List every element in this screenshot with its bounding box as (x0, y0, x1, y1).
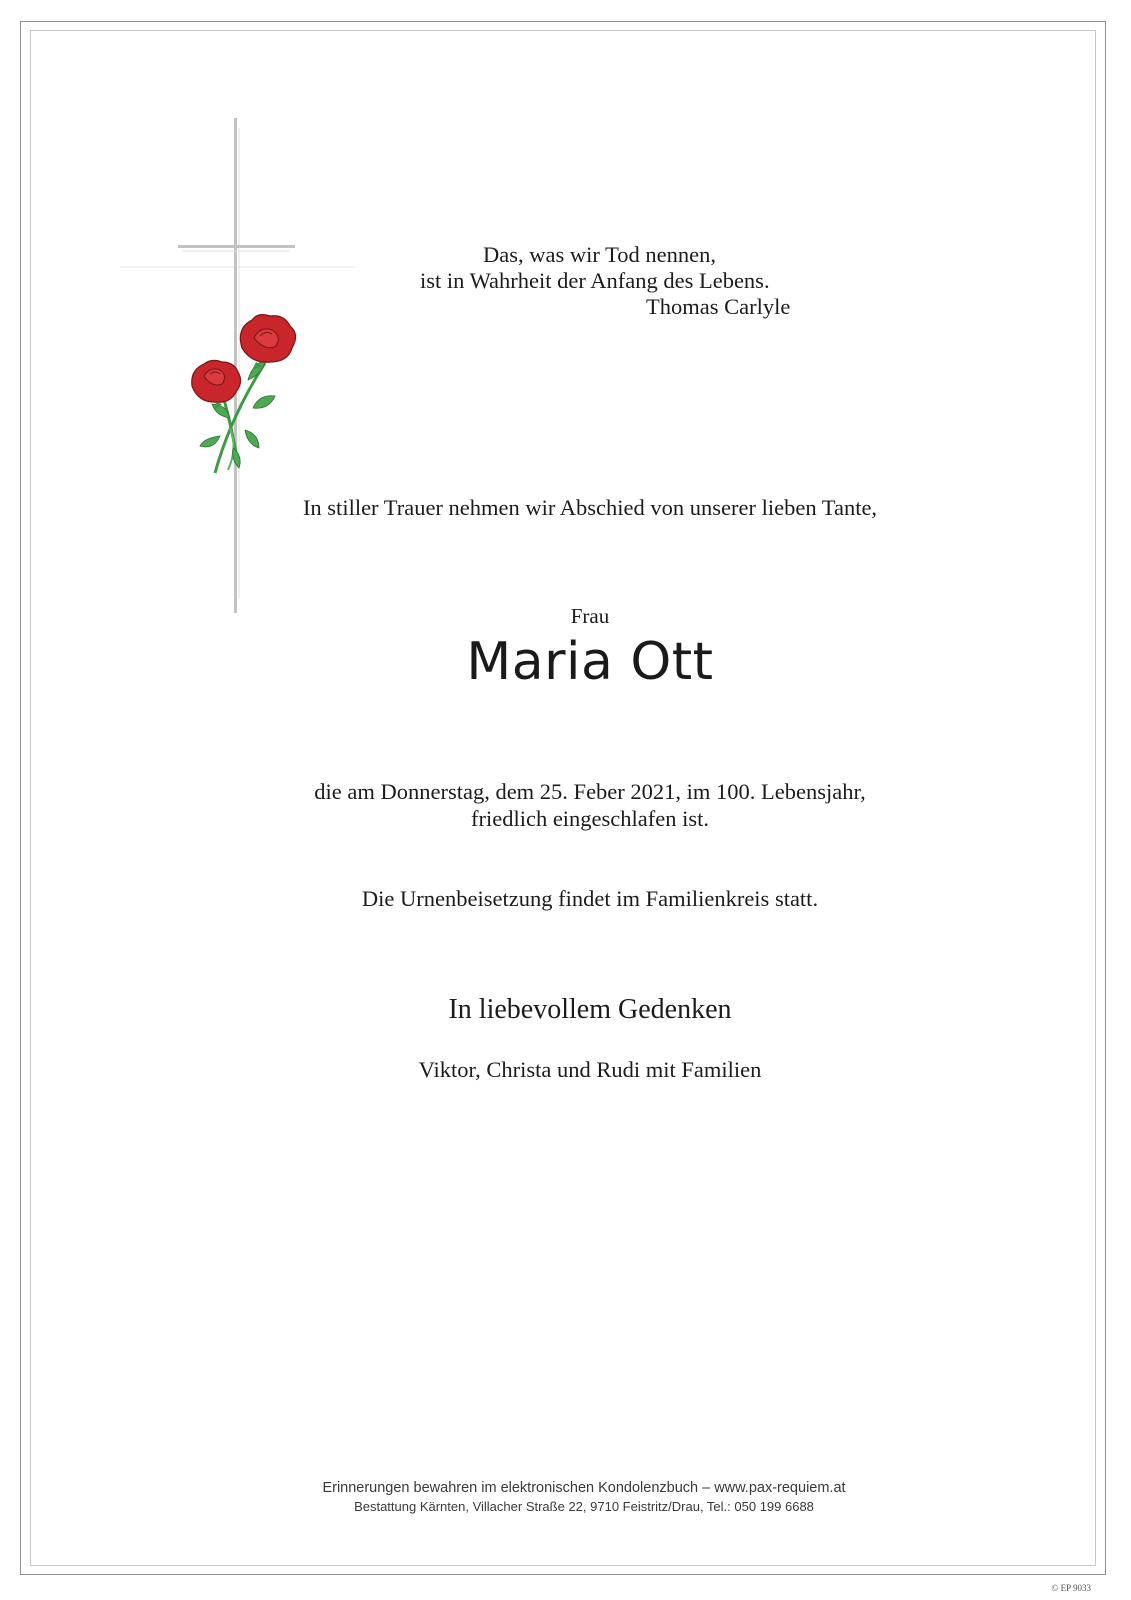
cross-icon (120, 118, 360, 618)
footer-line-1: Erinnerungen bewahren im elektronischen Kondolenzbuch – www.pax-requiem.at (322, 1480, 846, 1496)
rose-icon (192, 315, 296, 473)
copyright: © EP 9033 (1051, 1583, 1091, 1593)
death-notice-line-2: friedlich eingeschlafen ist. (470, 806, 710, 831)
funeral-note: Die Urnenbeisetzung findet im Familienkreis statt. (361, 886, 819, 911)
quote-line-2: ist in Wahrheit der Anfang des Lebens. (420, 268, 770, 293)
quote-author: Thomas Carlyle (646, 294, 791, 319)
deceased-name: Maria Ott (466, 632, 714, 692)
closing-family: Viktor, Christa und Rudi mit Familien (418, 1057, 762, 1082)
footer-line-2: Bestattung Kärnten, Villacher Straße 22, 9710 Feistritz/Drau, Tel.: 050 199 6688 (354, 1499, 814, 1514)
death-notice-line-1: die am Donnerstag, dem 25. Feber 2021, im 100. Lebensjahr, (314, 779, 866, 804)
closing-heading: In liebevollem Gedenken (448, 994, 732, 1025)
quote-line-1: Das, was wir Tod nennen, (483, 242, 716, 267)
deceased-title: Frau (570, 604, 610, 628)
intro-text: In stiller Trauer nehmen wir Abschied von unserer lieben Tante, (302, 495, 878, 520)
quote (420, 242, 790, 320)
